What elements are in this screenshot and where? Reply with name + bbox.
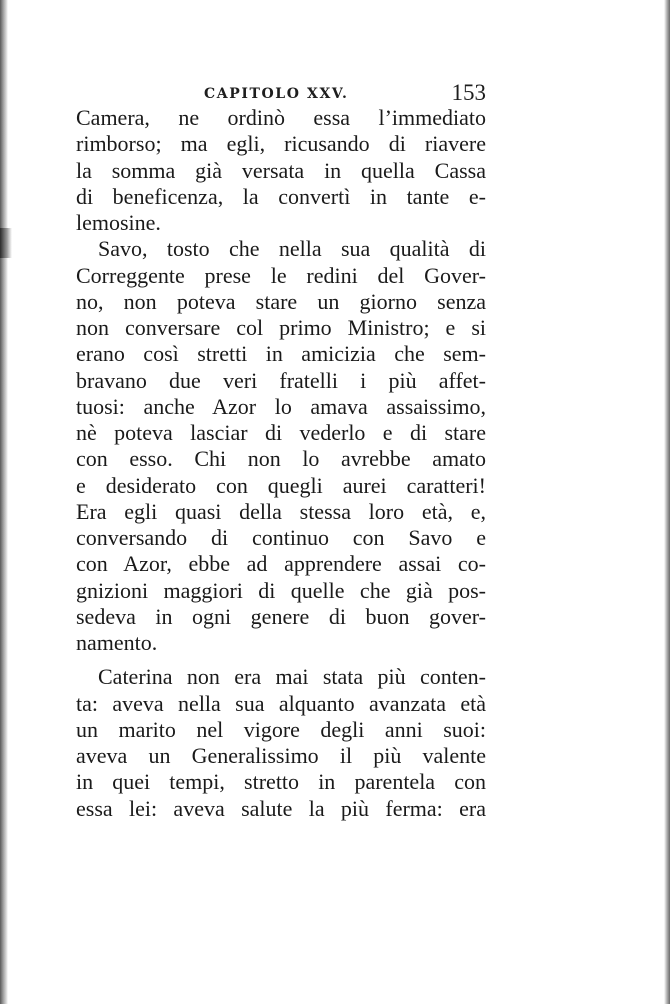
page-right-edge-shadow <box>664 0 670 1004</box>
text-line: rimborso; ma egli, ricusando di riavere <box>76 131 486 157</box>
text-line: Camera, ne ordinò essa l’immediato <box>76 105 486 130</box>
text-line: nè poteva lasciar di vederlo e di stare <box>76 420 486 445</box>
running-title: CAPITOLO XXV. <box>204 86 349 102</box>
paragraph-gap <box>76 656 486 664</box>
text-line: non conversare col primo Ministro; e si <box>76 315 486 340</box>
text-line: in quei tempi, stretto in parentela con <box>76 769 486 795</box>
body-text <box>76 105 486 822</box>
text-line: di beneficenza, la convertì in tante e- <box>76 183 486 209</box>
text-line: conversando di continuo con Savo e <box>76 525 486 550</box>
text-line: essa lei: aveva salute la più ferma: era <box>76 795 486 821</box>
text-line: gnizioni maggiori di quelle che già pos- <box>76 577 486 603</box>
text-line: lemosine. <box>76 210 161 235</box>
text-line: no, non poteva stare un giorno senza <box>76 288 486 314</box>
text-line: tuosi: anche Azor lo amava assaissimo, <box>76 393 486 419</box>
paragraph <box>76 105 486 236</box>
page-number: 153 <box>451 80 486 105</box>
text-line: Era egli quasi della stessa loro età, e, <box>76 498 486 524</box>
text-line: aveva un Generalissimo il più valente <box>76 743 486 768</box>
text-line: Caterina non era mai stata più conten- <box>98 664 486 690</box>
text-line: sedeva in ogni genere di buon gover- <box>76 603 486 629</box>
text-line: con esso. Chi non lo avrebbe amato <box>76 446 486 472</box>
page-left-edge-shadow <box>0 0 8 1004</box>
paragraph <box>76 236 486 656</box>
text-line: bravano due veri fratelli i più affet- <box>76 367 486 393</box>
text-line: e desiderato con quegli aurei caratteri! <box>76 472 486 498</box>
text-line: con Azor, ebbe ad apprendere assai co- <box>76 551 486 577</box>
text-line: la somma già versata in quella Cassa <box>76 157 486 183</box>
text-line: Correggente prese le redini del Gover- <box>76 262 486 288</box>
paragraph <box>76 664 486 822</box>
text-line: erano così stretti in amicizia che sem- <box>76 341 486 367</box>
binding-mark <box>0 228 12 258</box>
text-line: un marito nel vigore degli anni suoi: <box>76 716 486 742</box>
text-line: ta: aveva nella sua alquanto avanzata età <box>76 690 486 716</box>
text-line: namento. <box>76 630 158 655</box>
text-line: Savo, tosto che nella sua qualità di <box>98 236 486 262</box>
